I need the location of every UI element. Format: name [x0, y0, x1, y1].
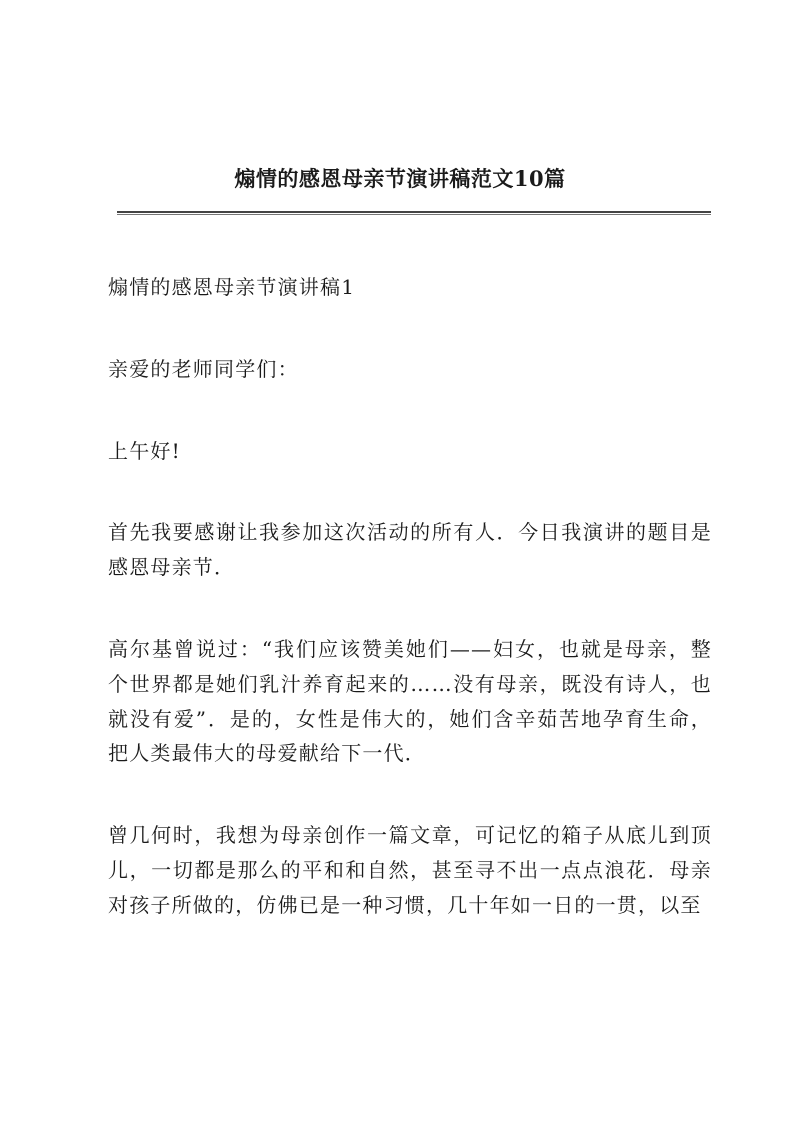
body-paragraph: 曾几何时，我想为母亲创作一篇文章，可记忆的箱子从底儿到顶儿，一切都是那么的平和和自然，甚至寻不出一点点浪花．母亲对孩子所做的，仿佛已是一种习惯，几十年如一日的一贯，以至 — [108, 823, 712, 917]
salutation: 亲爱的老师同学们： — [108, 356, 299, 381]
greeting: 上午好! — [108, 438, 181, 463]
section-heading: 煽情的感恩母亲节演讲稿1 — [108, 275, 356, 299]
document-body — [108, 270, 712, 970]
body-paragraph: 高尔基曾说过：“我们应该赞美她们——妇女，也就是母亲，整个世界都是她们乳汁养育起来的……没有母亲，既没有诗人，也就没有爱”．是的，女性是伟大的，她们含辛茹苦地孕育生命，把人类最伟大的母爱献给下一代． — [108, 636, 712, 766]
document-title: 煽情的感恩母亲节演讲稿范文10篇 — [234, 166, 566, 191]
body-paragraph: 首先我要感谢让我参加这次活动的所有人．今日我演讲的题目是感恩母亲节． — [108, 520, 712, 580]
title-divider — [117, 211, 711, 213]
